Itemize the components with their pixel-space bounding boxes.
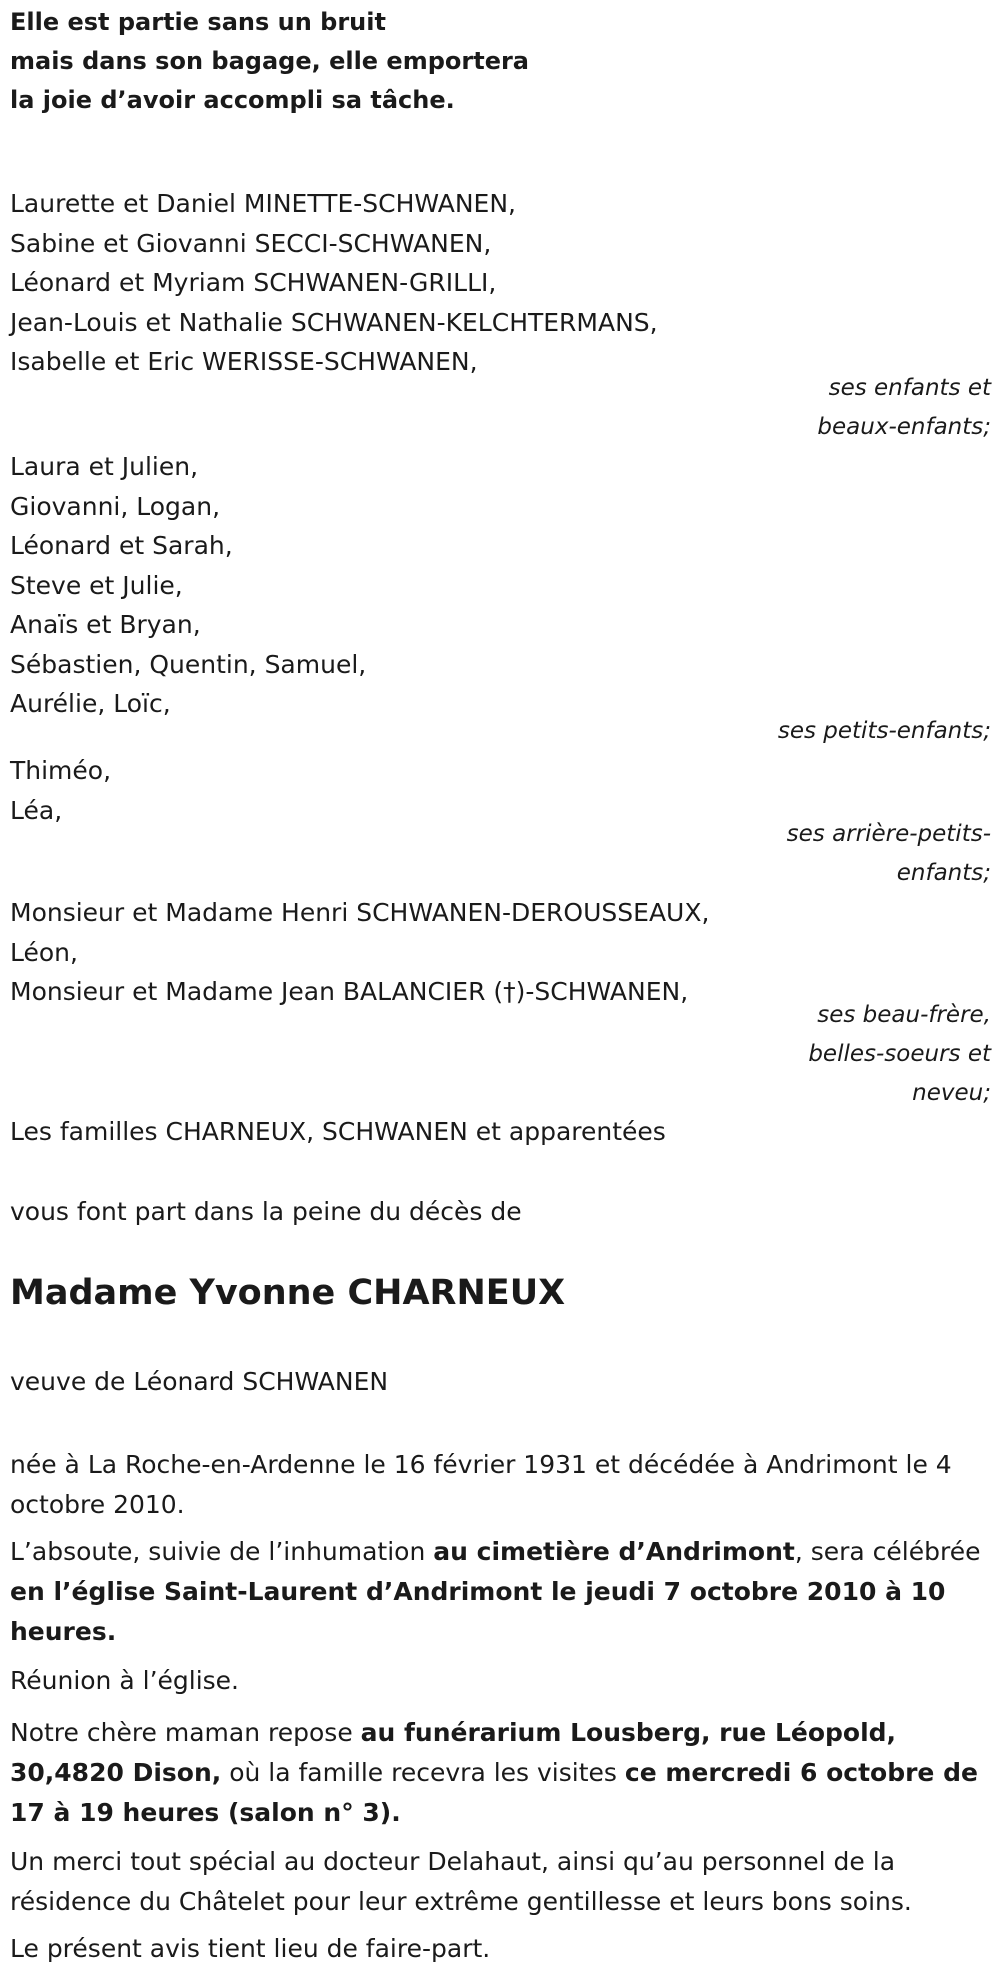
families-line: Les familles CHARNEUX, SCHWANEN et apparentées — [10, 1117, 666, 1146]
announcement-line: vous font part dans la peine du décès de — [10, 1197, 522, 1226]
in-laws-list — [10, 893, 709, 1012]
children-caption: ses enfants et beaux-enfants; — [817, 375, 991, 440]
great-grandchildren-caption: ses arrière-petits- enfants; — [786, 821, 991, 886]
epigraph-line-2: mais dans son bagage, elle emportera — [10, 47, 529, 75]
in-laws-line: Monsieur et Madame Henri SCHWANEN-DEROUSSEAUX, — [10, 898, 710, 927]
grandchildren-line: Steve et Julie, — [10, 570, 183, 600]
in-laws-caption: ses beau-frère, belles-soeurs et neveu; — [808, 1002, 991, 1106]
children-line: Jean-Louis et Nathalie SCHWANEN-KELCHTERMANS, — [10, 307, 658, 337]
children-line: Isabelle et Eric WERISSE-SCHWANEN, — [10, 347, 478, 376]
children-line: Laurette et Daniel MINETTE-SCHWANEN, — [10, 189, 516, 218]
in-laws-line: Léon, — [10, 937, 78, 967]
in-laws-line: Monsieur et Madame Jean BALANCIER (†)-SCHWANEN, — [10, 977, 689, 1006]
deceased-name: Madame Yvonne CHARNEUX — [10, 1273, 566, 1313]
epigraph-line-1: Elle est partie sans un bruit — [10, 8, 386, 36]
great-grandchildren-line: Léa, — [10, 795, 63, 825]
closing-line: Le présent avis tient lieu de faire-part. — [10, 1934, 491, 1963]
grandchildren-line: Sébastien, Quentin, Samuel, — [10, 649, 367, 679]
children-line: Sabine et Giovanni SECCI-SCHWANEN, — [10, 228, 492, 258]
birth-death-paragraph: née à La Roche-en-Ardenne le 16 février 1931 et décédée à Andrimont le 4 octobre 2010. — [10, 1450, 952, 1519]
thanks-paragraph: Un merci tout spécial au docteur Delahaut, ainsi qu’au personnel de la résidence du Châtelet pour leur extrême gentillesse et leurs bons soins. — [10, 1847, 912, 1916]
widow-of-line: veuve de Léonard SCHWANEN — [10, 1367, 389, 1396]
reunion-paragraph: Réunion à l’église. — [10, 1666, 240, 1695]
funerarium-paragraph: Notre chère maman repose au funérarium Lousberg, rue Léopold, 30,4820 Dison, où la famille recevra les visites ce mercredi 6 octobre de 17 à 19 heures (salon n° 3). — [10, 1718, 978, 1827]
grandchildren-line: Aurélie, Loïc, — [10, 689, 171, 718]
children-line: Léonard et Myriam SCHWANEN-GRILLI, — [10, 268, 497, 297]
grandchildren-line: Laura et Julien, — [10, 452, 199, 481]
absoute-paragraph: L’absoute, suivie de l’inhumation au cimetière d’Andrimont, sera célébrée en l’église Saint-Laurent d’Andrimont le jeudi 7 octobre 2010 à 10 heures. — [10, 1537, 981, 1646]
great-grandchildren-line: Thiméo, — [10, 756, 112, 785]
grandchildren-list — [10, 447, 366, 724]
grandchildren-caption: ses petits-enfants; — [777, 718, 991, 744]
epigraph-line-3: la joie d’avoir accompli sa tâche. — [10, 86, 455, 114]
children-list — [10, 184, 658, 382]
great-grandchildren-list — [10, 751, 111, 830]
grandchildren-line: Léonard et Sarah, — [10, 531, 233, 560]
grandchildren-line: Anaïs et Bryan, — [10, 610, 201, 639]
grandchildren-line: Giovanni, Logan, — [10, 491, 221, 521]
